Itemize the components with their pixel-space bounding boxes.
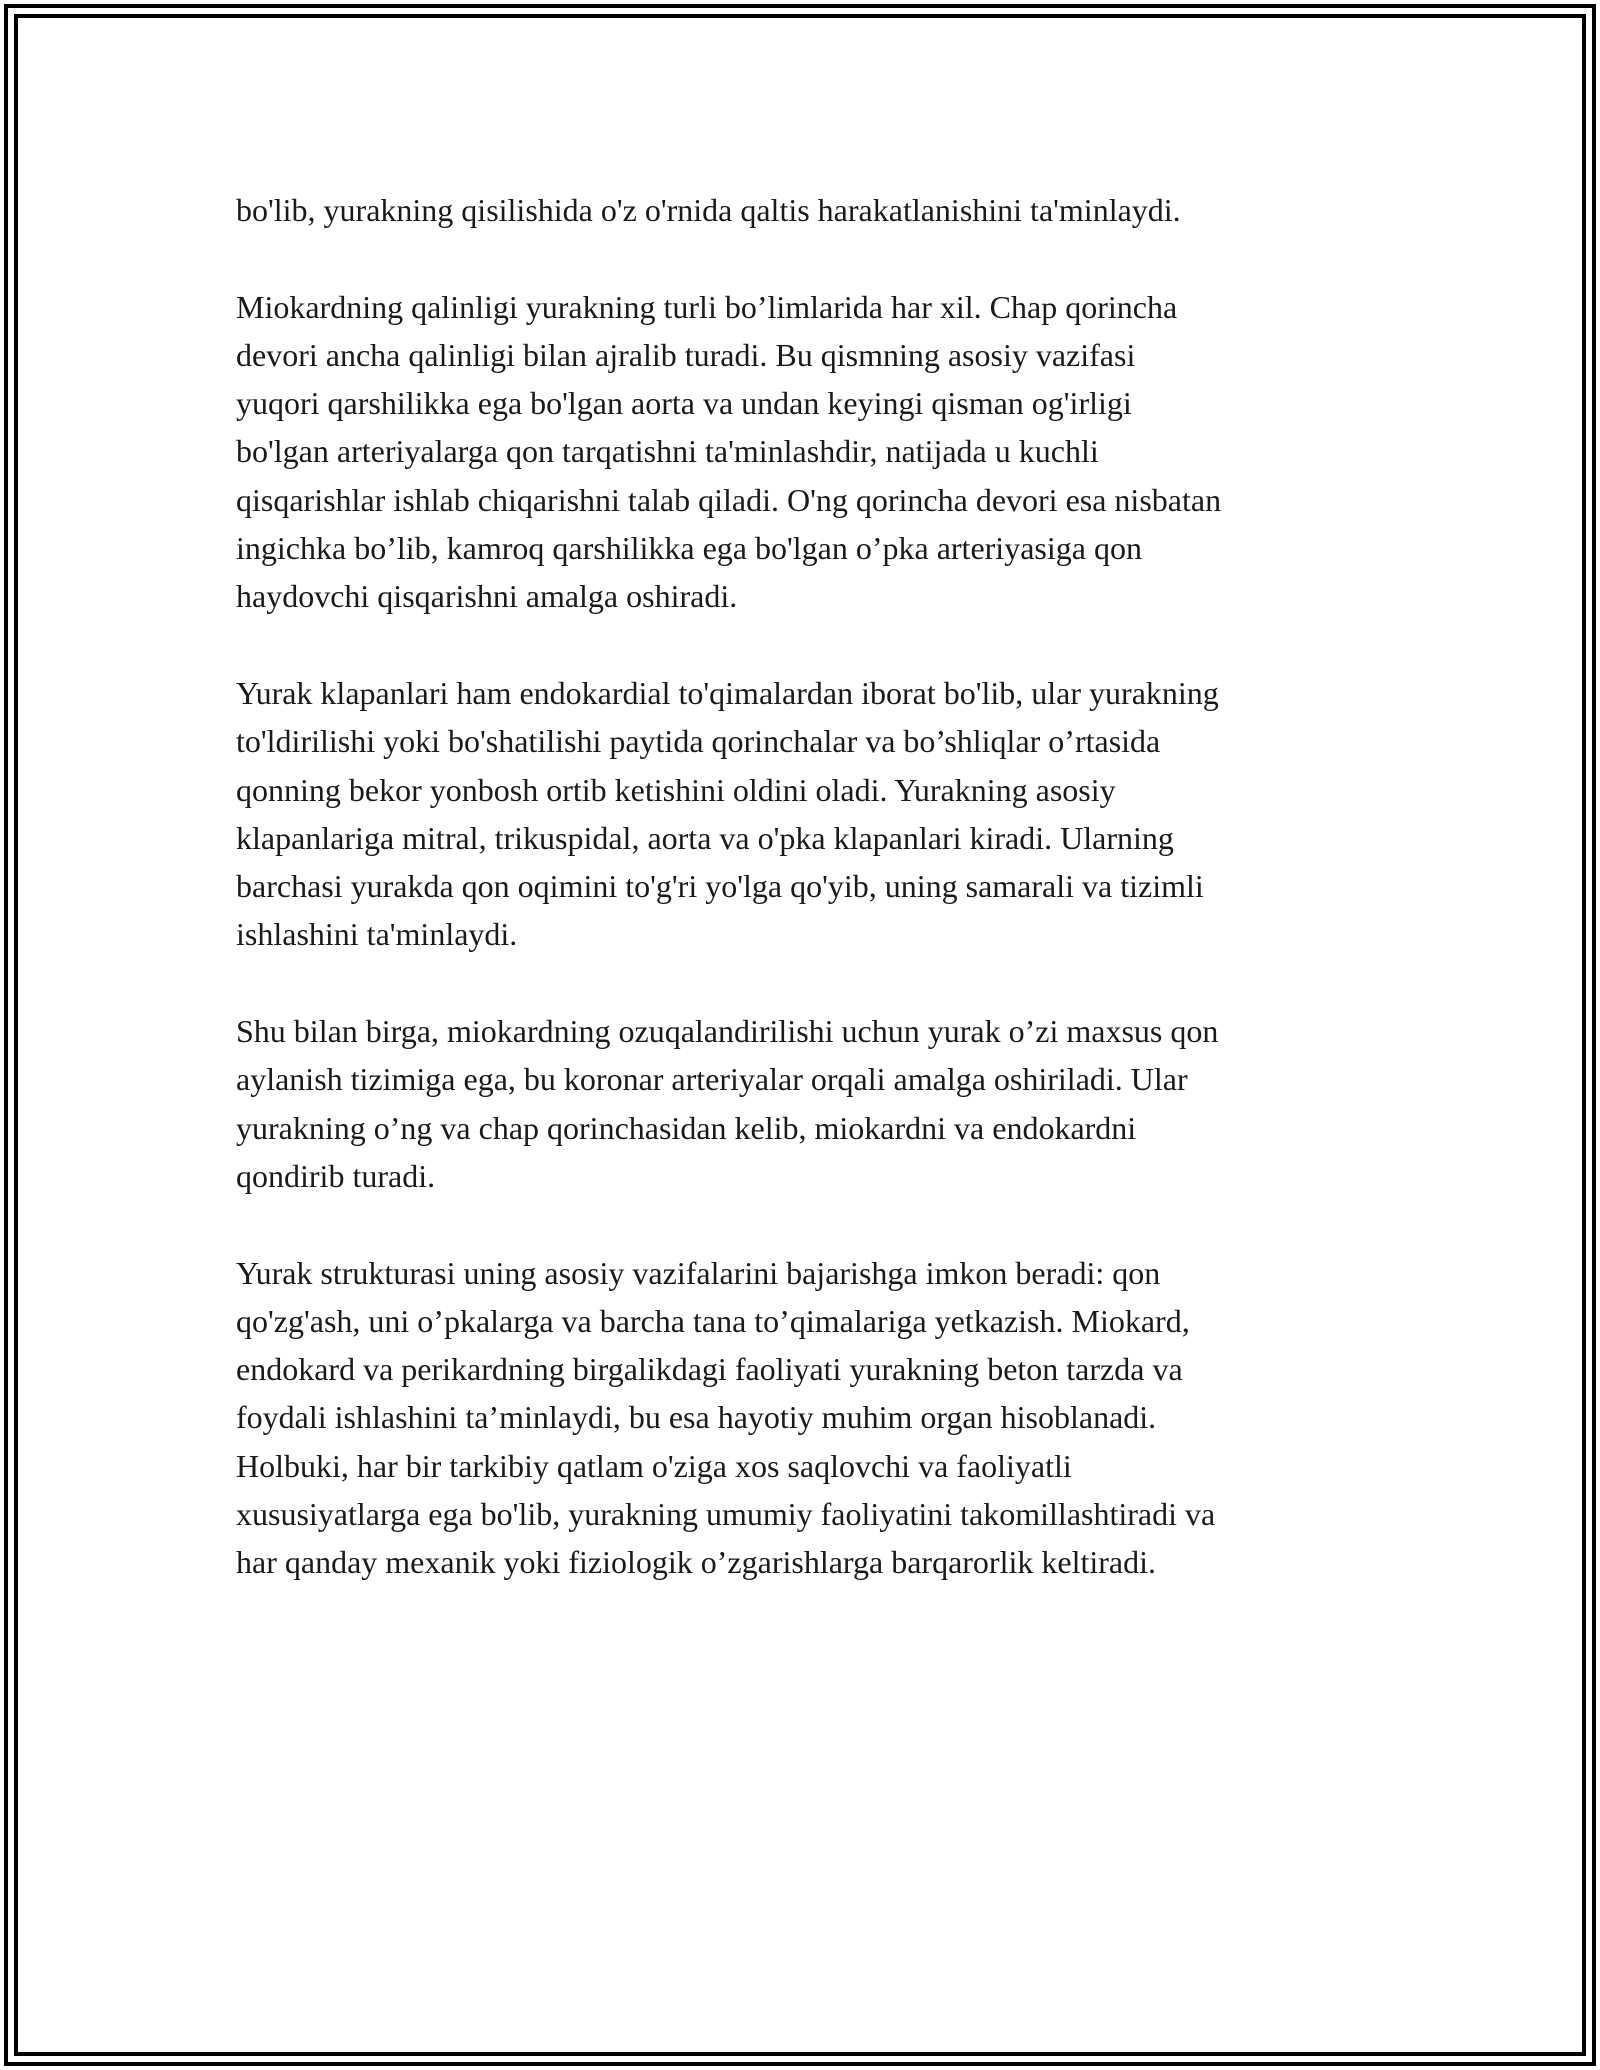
paragraph-line: qondirib turadi.: [236, 1157, 436, 1194]
paragraph-line: bo'lgan arteriyalarga qon tarqatishni ta'minlashdir, natijada u kuchli: [236, 433, 1099, 470]
paragraph-line: Miokardning qalinligi yurakning turli bo’limlarida har xil. Chap qorincha: [236, 288, 1178, 325]
paragraph-line: Yurak klapanlari ham endokardial to'qimalardan iborat bo'lib, ular yurakning: [236, 674, 1219, 711]
paragraph-line: klapanlariga mitral, trikuspidal, aorta va o'pka klapanlari kiradi. Ularning: [236, 819, 1174, 856]
paragraph-line: to'ldirilishi yoki bo'shatilishi paytida qorinchalar va bo’shliqlar o’rtasida: [236, 723, 1161, 760]
paragraph-2: [236, 283, 1396, 621]
paragraph-line: haydovchi qisqarishni amalga oshiradi.: [236, 578, 738, 615]
paragraph-line: ingichka bo’lib, kamroq qarshilikka ega bo'lgan o’pka arteriyasiga qon: [236, 530, 1142, 567]
paragraph-line: endokard va perikardning birgalikdagi faoliyati yurakning beton tarzda va: [236, 1351, 1183, 1388]
paragraph-line: qisqarishlar ishlab chiqarishni talab qiladi. O'ng qorincha devori esa nisbatan: [236, 481, 1222, 518]
paragraph-line: qonning bekor yonbosh ortib ketishini oldini oladi. Yurakning asosiy: [236, 771, 1116, 808]
paragraph-5: [236, 1249, 1396, 1587]
paragraph-line: yuqori qarshilikka ega bo'lgan aorta va undan keyingi qisman og'irligi: [236, 385, 1132, 422]
paragraph-line: aylanish tizimiga ega, bu koronar arteriyalar orqali amalga oshiriladi. Ular: [236, 1061, 1188, 1098]
paragraph-line: barchasi yurakda qon oqimini to'g'ri yo'lga qo'yib, uning samarali va tizimli: [236, 868, 1204, 905]
paragraph-line: qo'zg'ash, uni o’pkalarga va barcha tana to’qimalariga yetkazish. Miokard,: [236, 1302, 1190, 1339]
paragraph-line: yurakning o’ng va chap qorinchasidan kelib, miokardni va endokardni: [236, 1109, 1137, 1146]
paragraph-line: xususiyatlarga ega bo'lib, yurakning umumiy faoliyatini takomillashtiradi va: [236, 1496, 1216, 1533]
paragraph-line: Holbuki, har bir tarkibiy qatlam o'ziga xos saqlovchi va faoliyatli: [236, 1447, 1072, 1484]
document-body: [236, 186, 1396, 1635]
paragraph-line: devori ancha qalinligi bilan ajralib turadi. Bu qismning asosiy vazifasi: [236, 336, 1136, 373]
paragraph-line: har qanday mexanik yoki fiziologik o’zgarishlarga barqarorlik keltiradi.: [236, 1544, 1156, 1581]
paragraph-line: foydali ishlashini ta’minlaydi, bu esa hayotiy muhim organ hisoblanadi.: [236, 1399, 1157, 1436]
paragraph-4: [236, 1007, 1396, 1200]
paragraph-3: [236, 669, 1396, 959]
paragraph-line: Shu bilan birga, miokardning ozuqalandirilishi uchun yurak o’zi maxsus qon: [236, 1013, 1219, 1050]
paragraph-line: Yurak strukturasi uning asosiy vazifalarini bajarishga imkon beradi: qon: [236, 1254, 1161, 1291]
paragraph-line: ishlashini ta'minlaydi.: [236, 916, 518, 953]
paragraph-line: bo'lib, yurakning qisilishida o'z o'rnida qaltis harakatlanishini ta'minlaydi.: [236, 192, 1181, 228]
paragraph-1: [236, 186, 1396, 234]
